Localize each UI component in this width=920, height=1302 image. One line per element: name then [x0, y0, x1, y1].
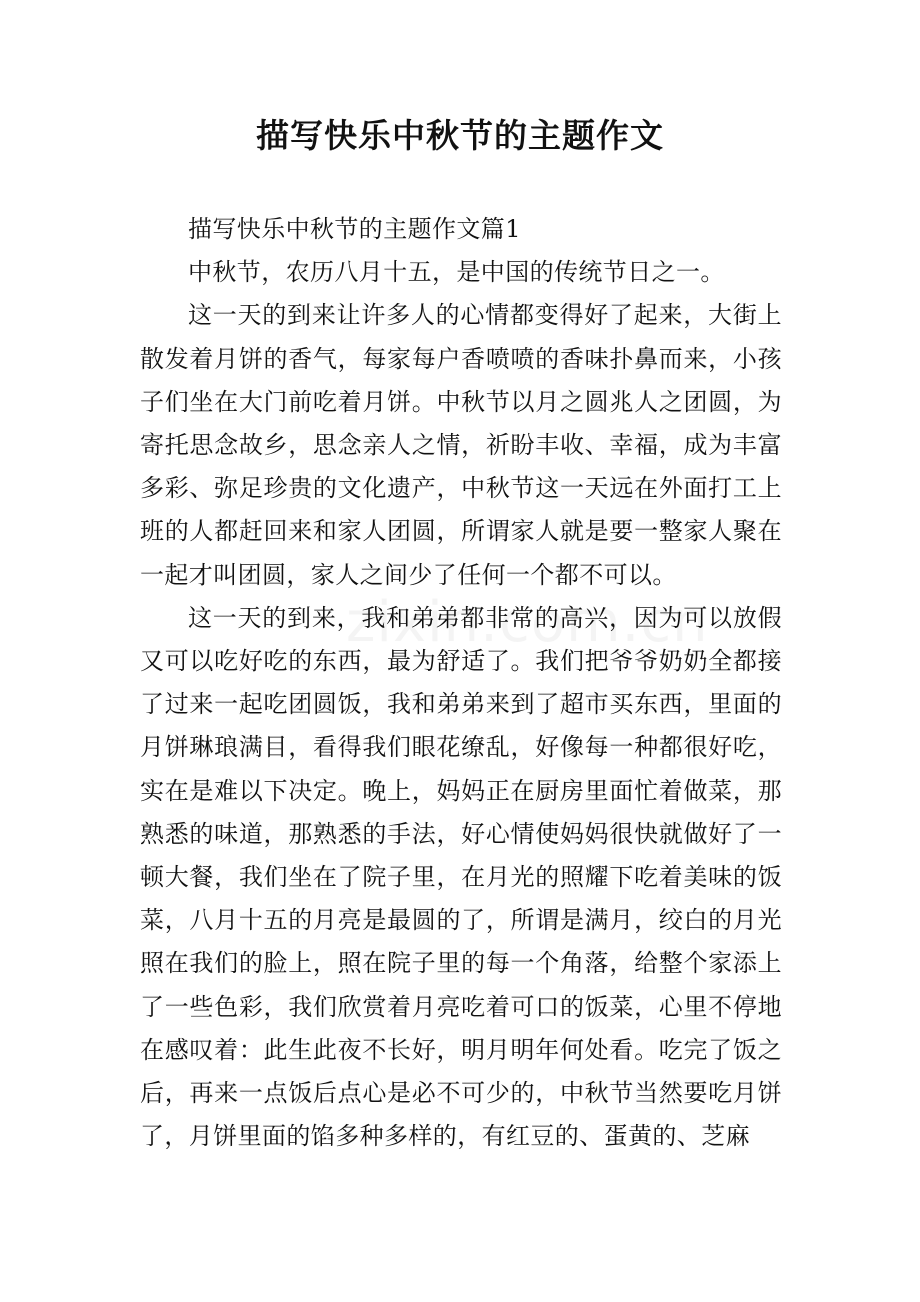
paragraph-2: 这一天的到来让许多人的心情都变得好了起来，大街上散发着月饼的香气，每家每户香喷喷的香味扑鼻而来，小孩子们坐在大门前吃着月饼。中秋节以月之圆兆人之团圆，为寄托思念故乡，思念亲人之情，祈盼丰收、幸福，成为丰富多彩、弥足珍贵的文化遗产，中秋节这一天远在外面打工上班的人都赶回来和家人团圆，所谓家人就是要一整家人聚在一起才叫团圆，家人之间少了任何一个都不可以。 [140, 301, 782, 589]
paragraph-1: 中秋节，农历八月十五，是中国的传统节日之一。 [188, 258, 725, 287]
paragraph-3: 这一天的到来，我和弟弟都非常的高兴，因为可以放假又可以吃好吃的东西，最为舒适了。我们把爷爷奶奶全都接了过来一起吃团圆饭，我和弟弟来到了超市买东西，里面的月饼琳琅满目，看得我们眼花缭乱，好像每一种都很好吃，实在是难以下决定。晚上，妈妈正在厨房里面忙着做菜，那熟悉的味道，那熟悉的手法，好心情使妈妈很快就做好了一顿大餐，我们坐在了院子里，在月光的照耀下吃着美味的饭菜，八月十五的月亮是最圆的了，所谓是满月，绞白的月光照在我们的脸上，照在院子里的每一个角落，给整个家添上了一些色彩，我们欣赏着月亮吃着可口的饭菜，心里不停地在感叹着：此生此夜不长好，明月明年何处看。吃完了饭之后，再来一点饭后点心是必不可少的，中秋节当然要吃月饼了，月饼里面的馅多种多样的，有红豆的、蛋黄的、芝麻 [140, 603, 782, 1151]
section-heading: 描写快乐中秋节的主题作文篇1 [188, 215, 521, 243]
document-title: 描写快乐中秋节的主题作文 [256, 116, 664, 155]
document-body [140, 208, 782, 1158]
